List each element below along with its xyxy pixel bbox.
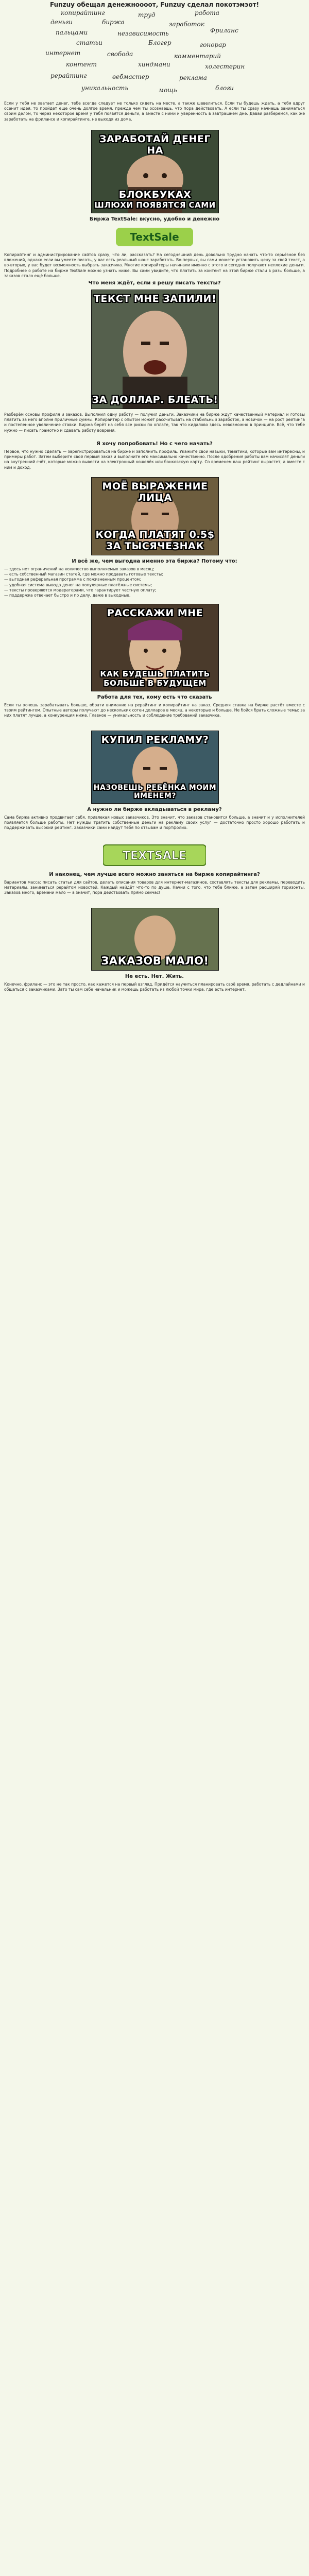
meme-image bbox=[91, 731, 219, 804]
section-body: Первое, что нужно сделать — зарегистрироваться на бирже и заполнить профиль. Укажите свои навыки, тематики, которые вам интересны, и примеры работ. Затем выберите свой первый заказ и выполните его максимально качественно. После одобрения работы вам начислят деньги на внутренний счёт, которые можно вывести на электронный кошелёк или банковскую карту. Со временем ваш рейтинг вырастет, а вместе с ним и доход. bbox=[4, 449, 305, 470]
cloud-word: гонорар bbox=[200, 41, 226, 48]
meme-image bbox=[91, 290, 219, 409]
cloud-word: статьи bbox=[76, 39, 102, 46]
page-title: Funzuy обещал денежноооот, Funzuy сделал покотэмэот! bbox=[49, 1, 260, 8]
textsale-logo-graphic bbox=[116, 225, 193, 249]
meme-caption-bottom: БЛОКБУКАХ bbox=[118, 189, 192, 200]
cloud-word: блоги bbox=[215, 84, 234, 92]
section-heading: Биржа TextSale: вкусно, удобно и денежно bbox=[89, 216, 220, 222]
meme-caption-bottom: ЗА ДОЛЛАР. БЛЕАТЬ! bbox=[92, 394, 218, 405]
list-item: — выгодная реферальная программа с пожизненным процентом; bbox=[4, 577, 141, 582]
textsale-logo-graphic bbox=[103, 843, 206, 868]
meme-image bbox=[91, 908, 219, 971]
cloud-word: уникальность bbox=[81, 84, 128, 92]
section-body: Вариантов масса: писать статьи для сайтов, делать описания товаров для интернет-магазинов, составлять тексты для рекламы, переводить материалы, заниматься рерайтом новостей. Каждый найдёт что-то по душе. Начни с того, что тебе ближе, а затем расширяй горизонты. Заказов много, времени мало — а значит, пора действовать прямо сейчас! bbox=[4, 880, 305, 895]
cloud-word: работа bbox=[195, 9, 219, 16]
list-item: — здесь нет ограничений на количество выполняемых заказов в месяц; bbox=[4, 567, 154, 571]
section-body: Копирайтинг и администрирование сайтов сразу, что ли, рассказать? На сегодняшний день довольно трудно начать что-то серьёзное без вложений, однако если вы умеете писать, у вас есть реальный шанс заработать. Во-первых, вы сами можете установить цену за свой текст, а во-вторых, у вас будет возможность выбрать заказчика. Многие копирайтеры начинали именно с этого и сегодня получают неплохие деньги. Подробнее о работе на бирже TextSale можно узнать ниже. Вы сами увидите, что платить за контент на этой бирже стали в разы больше, а заказов стало ещё больше. bbox=[4, 252, 305, 278]
list-item: — поддержка отвечает быстро и по делу, даже в выходные. bbox=[4, 593, 131, 598]
section-body: Сама биржа активно продвигает себя, привлекая новых заказчиков. Это значит, что заказов становится больше, а значит и у исполнителей появляется больше работы. Нет нужды тратить собственные деньги на рекламу своих услуг — достаточно просто хорошо работать и поддерживать высокий рейтинг. Заказчики сами найдут тебя по отзывам и портфолио. bbox=[4, 815, 305, 831]
meme-caption-sub: ШЛЮХИ ПОЯВЯТСЯ САМИ bbox=[94, 200, 216, 210]
cloud-word: пальцами bbox=[56, 29, 88, 36]
meme-caption-bottom: ЗАКАЗОВ МАЛО! bbox=[101, 955, 209, 967]
meme-caption-bottom: КОГДА ПЛАТЯТ 0.5$ ЗА ТЫСЯЧЕЗНАК bbox=[95, 529, 215, 552]
cloud-word: Блогер bbox=[148, 39, 171, 46]
meme-caption-top: ЗАРАБОТАЙ ДЕНЕГ НА bbox=[99, 133, 211, 156]
textsale-logo bbox=[116, 225, 193, 249]
cloud-word: независимость bbox=[117, 30, 169, 37]
cloud-word: биржа bbox=[102, 19, 125, 26]
cloud-word: хиндмани bbox=[138, 61, 170, 68]
meme-image bbox=[91, 130, 219, 213]
section-heading: Работа для тех, кому есть что сказать bbox=[97, 694, 212, 700]
qa-body: Разберём основы профиля и заказов. Выполнил одну работу — получил деньги. Заказчики на бирже ждут качественный материал и готовы платить за него вполне приличные суммы. Копирайтер с опытом может рассчитывать на стабильный заработок, а новичок — на рост рейтинга и постепенное увеличение ставки. Биржа берёт на себя все риски по оплате, так что кидалово здесь невозможно в принципе. Всё, что тебе нужно — писать грамотно и сдавать работу вовремя. bbox=[4, 412, 305, 433]
list-item: — удобная система вывода денег на популярные платёжные системы; bbox=[4, 582, 152, 587]
section-body: Если ты хочешь зарабатывать больше, обрати внимание на рерайтинг и копирайтинг на заказ. Средняя ставка на бирже растёт вместе с твоим рейтингом. Опытные авторы получают до нескольких сотен долларов в месяц, а некоторые и больше. Не бойся брать сложные темы: за них платят лучше, а конкуренция ниже. Главное — уникальность и соблюдение требований заказчика. bbox=[4, 703, 305, 718]
textsale-logo-text: TEXTSALE bbox=[123, 850, 186, 862]
cloud-word: мощь bbox=[159, 87, 177, 94]
meme-caption-top: ТЕКСТ МНЕ ЗАПИЛИ! bbox=[93, 293, 217, 304]
cloud-word: деньги bbox=[50, 19, 73, 26]
cloud-word: реклама bbox=[179, 74, 207, 81]
section-heading: И всё же, чем выгодна именно эта биржа? Потому что: bbox=[72, 558, 237, 564]
meme-caption-bottom: НАЗОВЕШЬ РЕБЁНКА МОИМ ИМЕНЕМ? bbox=[93, 784, 217, 800]
cloud-word: свобода bbox=[107, 50, 133, 58]
meme-image bbox=[91, 477, 219, 555]
textsale-logo-large bbox=[103, 843, 206, 868]
list-item: — есть собственный магазин статей, где можно продавать готовые тексты; bbox=[4, 572, 163, 577]
section-heading: А нужно ли бирже вкладываться в рекламу? bbox=[87, 807, 222, 812]
section-heading: Я хочу попробовать! Но с чего начать? bbox=[96, 441, 213, 447]
cloud-word: заработок bbox=[169, 21, 204, 28]
section-heading: И наконец, чем лучше всего можно заняться на бирже копирайтинга? bbox=[49, 872, 260, 877]
list-item: — тексты проверяются модераторами, что гарантирует честную оплату; bbox=[4, 587, 157, 592]
closing-body: Конечно, фриланс — это не так просто, как кажется на первый взгляд. Придётся научиться планировать своё время, работать с дедлайнами и общаться с заказчиками. Зато ты сам себе начальник и можешь работать из любой точки мира, где есть интернет. bbox=[4, 982, 305, 992]
cloud-word: контент bbox=[66, 61, 97, 68]
cloud-word: вебмастер bbox=[112, 73, 149, 80]
cloud-word: интернет bbox=[45, 49, 81, 57]
meme-caption-top: МОЁ ВЫРАЖЕНИЕ ЛИЦА bbox=[102, 481, 208, 503]
cloud-word: рерайтинг bbox=[50, 72, 87, 79]
section-heading: Что меня ждёт, если я решу писать тексты? bbox=[88, 280, 221, 286]
cloud-word: комментарий bbox=[174, 53, 221, 60]
benefit-list bbox=[4, 567, 305, 598]
meme-image bbox=[91, 604, 219, 691]
section-heading: Не есть. Нет. Жить. bbox=[125, 974, 184, 979]
meme-caption-top: КУПИЛ РЕКЛАМУ? bbox=[101, 734, 209, 745]
intro-text: Если у тебя не хватает денег, тебе всегда следует не только сидеть на месте, а также шевелиться. Если ты будешь ждать, а тебя вдруг осенит идея, то пройдет еще очень долгое время, прежде чем ты осознаешь, что пора действовать. А если ты сразу начнешь заниматься своим делом, то через некоторое время у тебя появятся деньги, а вместе с ними и уверенность в завтрашнем дне. Давай разберемся, как же заработать на фрилансе и копирайтинге, не выходя из дома. bbox=[4, 101, 305, 122]
cloud-word: труд bbox=[138, 11, 156, 19]
cloud-word: копирайтинг bbox=[61, 9, 105, 16]
svg-text:TextSale: TextSale bbox=[130, 231, 179, 243]
meme-scene bbox=[92, 290, 218, 409]
meme-caption-top: РАССКАЖИ МНЕ bbox=[107, 607, 203, 619]
cloud-word: холестерин bbox=[205, 63, 245, 70]
meme-caption-bottom: КАК БУДЕШЬ ПЛАТИТЬ БОЛЬШЕ В БУДУЩЕМ bbox=[100, 669, 210, 688]
cloud-word: Фриланс bbox=[210, 27, 238, 34]
word-cloud bbox=[45, 9, 264, 97]
